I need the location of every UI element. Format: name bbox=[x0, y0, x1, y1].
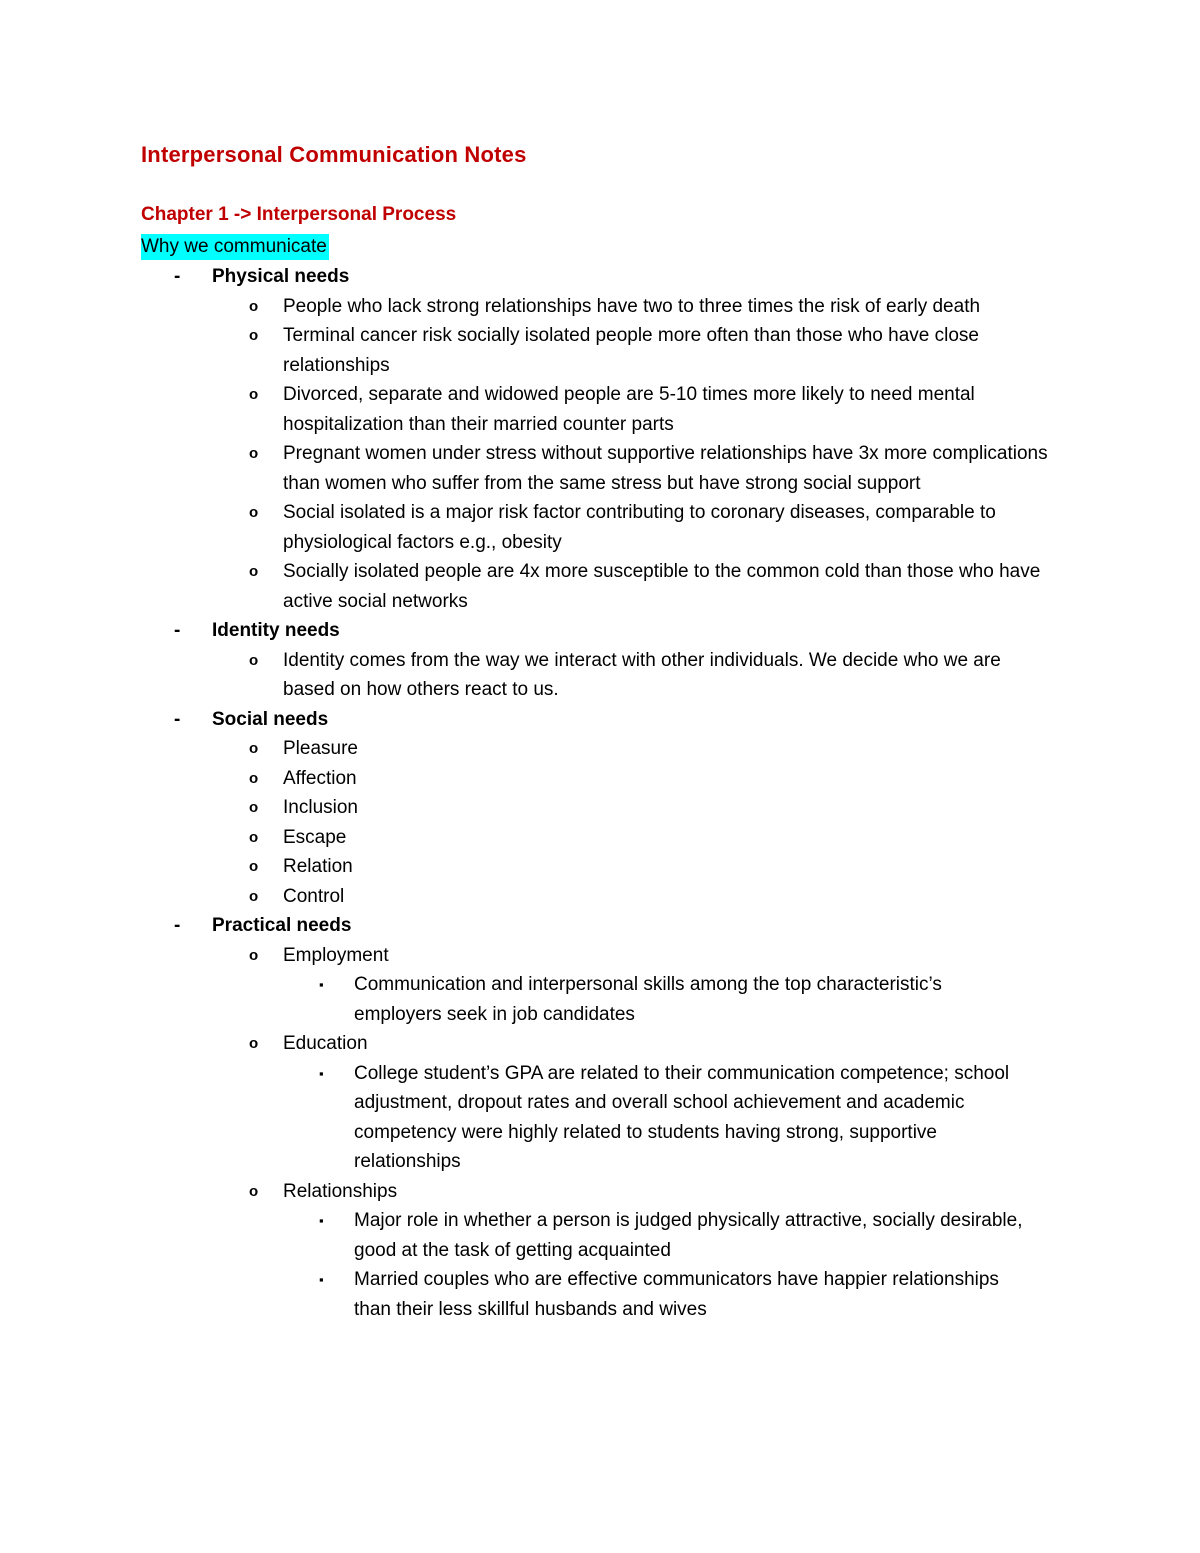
dash-bullet-icon: - bbox=[174, 708, 181, 730]
outline-level2-item bbox=[0, 823, 1053, 853]
outline-level2-item bbox=[0, 646, 1053, 705]
outline-level3-text: College student’s GPA are related to their communication competence; school adjustment, dropout rates and overall school achievement and academic competency were highly related to students having strong, supportive relationships bbox=[354, 1062, 1010, 1172]
outline-level2-text: Education bbox=[283, 1033, 368, 1054]
circle-bullet-icon: o bbox=[249, 504, 259, 521]
outline-level2-text: Terminal cancer risk socially isolated people more often than those who have close relationships bbox=[283, 325, 979, 376]
outline-level2-item bbox=[0, 557, 1053, 616]
circle-bullet-icon: o bbox=[249, 1035, 259, 1052]
square-bullet-icon: ▪ bbox=[319, 1213, 324, 1228]
outline-level3-item bbox=[0, 1265, 1034, 1324]
outline-level3-item bbox=[0, 1206, 1034, 1265]
outline-level2-text: Escape bbox=[283, 826, 347, 848]
outline-level1-item bbox=[0, 262, 1200, 292]
outline-level1-item bbox=[0, 705, 1200, 735]
circle-bullet-icon: o bbox=[249, 887, 259, 905]
outline-level3-text: Married couples who are effective communicators have happier relationships than their less skillful husbands and wives bbox=[354, 1269, 999, 1320]
outline-level1-item bbox=[0, 911, 1200, 941]
circle-bullet-icon: o bbox=[249, 946, 259, 964]
outline-level3-text: Communication and interpersonal skills among the top characteristic’s employers seek in job candidates bbox=[354, 974, 942, 1025]
circle-bullet-icon: o bbox=[249, 651, 259, 669]
outline-level2-item bbox=[0, 793, 1053, 823]
outline-level2-item bbox=[0, 1029, 1053, 1059]
dash-bullet-icon: - bbox=[174, 915, 181, 936]
outline-level2-text: People who lack strong relationships have two to three times the risk of early death bbox=[283, 295, 981, 317]
outline-level3-item bbox=[0, 970, 1034, 1029]
outline-level2-item bbox=[0, 321, 1053, 380]
circle-bullet-icon: o bbox=[249, 740, 259, 757]
square-bullet-icon: ▪ bbox=[319, 977, 324, 992]
outline-level1-label: Practical needs bbox=[212, 915, 352, 936]
outline-level2-item bbox=[0, 764, 1053, 794]
dash-bullet-icon: - bbox=[174, 620, 181, 641]
outline-level2-text: Socially isolated people are 4x more susceptible to the common cold than those who have active social networks bbox=[283, 561, 1041, 612]
circle-bullet-icon: o bbox=[249, 828, 259, 846]
circle-bullet-icon: o bbox=[249, 769, 259, 787]
outline-level2-text: Identity comes from the way we interact with other individuals. We decide who we are based on how others react to us. bbox=[283, 649, 1001, 700]
circle-bullet-icon: o bbox=[249, 799, 259, 816]
square-bullet-icon: ▪ bbox=[319, 1272, 324, 1287]
circle-bullet-icon: o bbox=[249, 327, 259, 344]
outline-level2-item bbox=[0, 852, 1053, 882]
dash-bullet-icon: - bbox=[174, 266, 181, 287]
circle-bullet-icon: o bbox=[249, 1182, 259, 1200]
outline-level2-text: Pregnant women under stress without supportive relationships have 3x more complications than women who suffer from the same stress but have strong social support bbox=[283, 443, 1048, 494]
outline-level1-label: Social needs bbox=[212, 708, 329, 730]
circle-bullet-icon: o bbox=[249, 297, 259, 315]
chapter-heading: Chapter 1 -> Interpersonal Process bbox=[141, 204, 457, 225]
outline-level3-item bbox=[0, 1059, 1034, 1177]
outline-level2-text: Relation bbox=[283, 856, 353, 877]
outline-level2-item bbox=[0, 292, 1053, 322]
outline-level2-item bbox=[0, 941, 1053, 971]
square-bullet-icon: ▪ bbox=[319, 1065, 324, 1081]
circle-bullet-icon: o bbox=[249, 386, 259, 403]
circle-bullet-icon: o bbox=[249, 445, 259, 462]
outline-level2-item bbox=[0, 734, 1053, 764]
outline-level2-text: Affection bbox=[283, 767, 357, 789]
outline-level2-text: Divorced, separate and widowed people are 5-10 times more likely to need mental hospitalization than their married counter parts bbox=[283, 384, 975, 435]
outline-level2-item bbox=[0, 439, 1053, 498]
section-heading-highlighted: Why we communicate bbox=[141, 234, 329, 260]
outline-level2-text: Control bbox=[283, 885, 345, 907]
bullet-outline bbox=[0, 262, 1200, 1324]
outline-level2-item bbox=[0, 882, 1053, 912]
outline-level1-item bbox=[0, 616, 1200, 646]
circle-bullet-icon: o bbox=[249, 563, 259, 580]
outline-level2-text: Social isolated is a major risk factor contributing to coronary diseases, comparable to physiological factors e.g., obesity bbox=[283, 502, 996, 553]
outline-level2-text: Relationships bbox=[283, 1180, 398, 1202]
outline-level2-item bbox=[0, 380, 1053, 439]
outline-level3-text: Major role in whether a person is judged physically attractive, socially desirable, good at the task of getting acquainted bbox=[354, 1210, 1023, 1261]
outline-level1-label: Identity needs bbox=[212, 620, 340, 641]
outline-level2-item bbox=[0, 1177, 1053, 1207]
outline-level1-label: Physical needs bbox=[212, 266, 350, 287]
circle-bullet-icon: o bbox=[249, 858, 259, 875]
outline-level2-text: Pleasure bbox=[283, 738, 358, 759]
outline-level2-item bbox=[0, 498, 1053, 557]
outline-level2-text: Employment bbox=[283, 944, 389, 966]
document-title: Interpersonal Communication Notes bbox=[141, 142, 527, 167]
outline-level2-text: Inclusion bbox=[283, 797, 358, 818]
